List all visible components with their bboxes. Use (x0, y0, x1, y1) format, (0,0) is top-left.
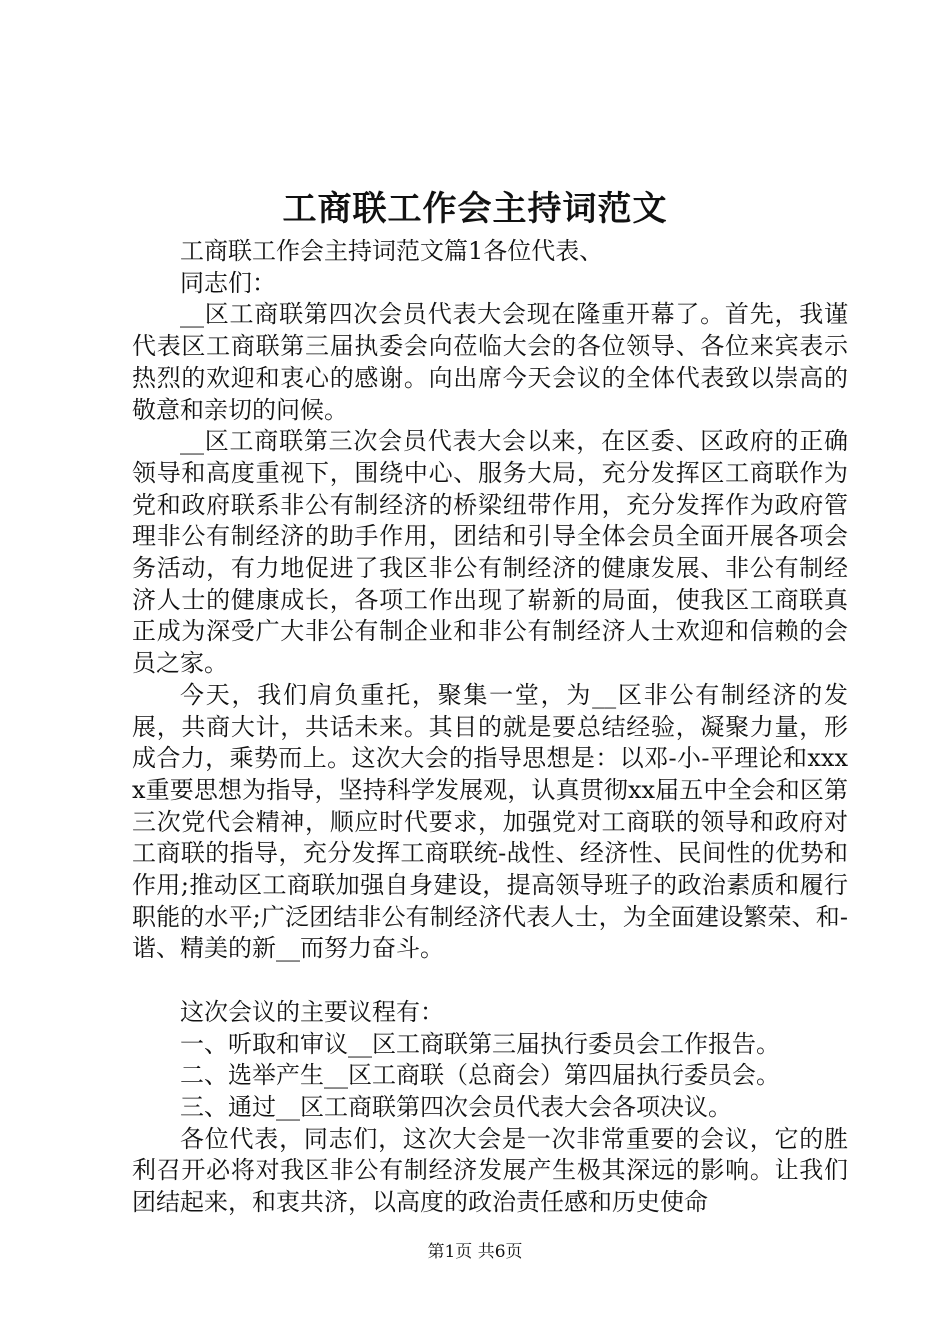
paragraph-agenda-heading: 这次会议的主要议程有： (180, 997, 444, 1026)
agenda-item-3: 三、通过__区工商联第四次会员代表大会各项决议。 (180, 1092, 732, 1121)
paragraph-salutation: 同志们： (180, 268, 276, 297)
document-title: 工商联工作会主持词范文 (282, 189, 668, 229)
document-body (132, 236, 848, 1219)
paragraph-closing: 各位代表，同志们，这次大会是一次非常重要的会议，它的胜利召开必将对我区非公有制经济发展产生极其深远的影响。让我们团结起来，和衷共济，以高度的政治责任感和历史使命 (132, 1124, 848, 1217)
paragraph-review: __区工商联第三次会员代表大会以来，在区委、区政府的正确领导和高度重视下，围绕中心、服务大局，充分发挥区工商联作为党和政府联系非公有制经济的桥梁纽带作用，充分发挥作为政府管理非公有制经济的助手作用，团结和引导全体会员全面开展各项会务活动，有力地促进了我区非公有制经济的健康发展、非公有制经济人士的健康成长，各项工作出现了崭新的局面，使我区工商联真正成为深受广大非公有制企业和非公有制经济人士欢迎和信赖的会员之家。 (132, 427, 848, 678)
paragraph-intro: 工商联工作会主持词范文篇1各位代表、 (180, 237, 604, 265)
agenda-item-1: 一、听取和审议__区工商联第三届执行委员会工作报告。 (180, 1029, 780, 1058)
paragraph-opening: __区工商联第四次会员代表大会现在隆重开幕了。首先，我谨代表区工商联第三届执委会向莅临大会的各位领导、各位来宾表示热烈的欢迎和衷心的感谢。向出席今天会议的全体代表致以崇高的敬意和亲切的问候。 (132, 300, 848, 424)
agenda-item-2: 二、选举产生__区工商联（总商会）第四届执行委员会。 (180, 1061, 780, 1090)
paragraph-guiding-thought: 今天，我们肩负重托，聚集一堂，为__区非公有制经济的发展，共商大计，共话未来。其目的就是要总结经验，凝聚力量，形成合力，乘势而上。这次大会的指导思想是：以邓-小-平理论和xxxx重要思想为指导，坚持科学发展观，认真贯彻xx届五中全会和区第三次党代会精神，顺应时代要求，加强党对工商联的领导和政府对工商联的指导，充分发挥工商联统-战性、经济性、民间性的优势和作用;推动区工商联加强自身建设，提高领导班子的政治素质和履行职能的水平;广泛团结非公有制经济代表人士，为全面建设繁荣、和-谐、精美的新__而努力奋斗。 (132, 680, 848, 963)
page-number: 第1页 共6页 (427, 1242, 523, 1262)
